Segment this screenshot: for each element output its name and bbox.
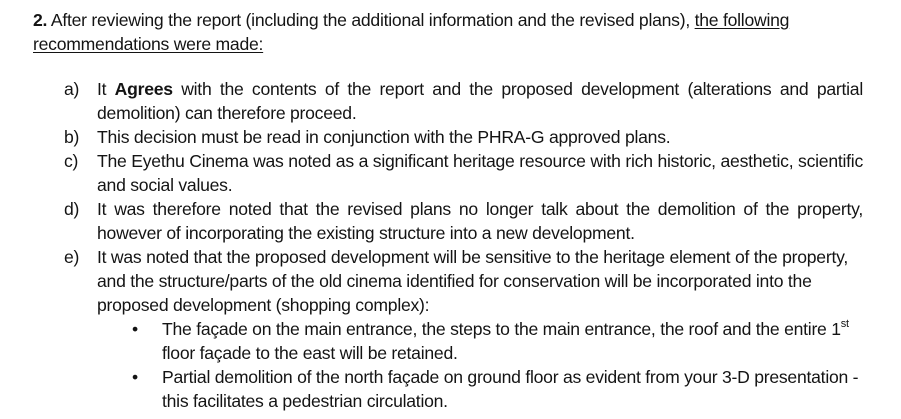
bullet-icon: • <box>132 367 138 387</box>
item-text-pre: It <box>97 79 107 99</box>
section-underlined-text: the following recommendations were made: <box>33 10 790 54</box>
item-text-bold: Agrees <box>114 79 173 99</box>
item-text: The Eyethu Cinema was noted as a significant heritage resource with rich historic, aesthetic, scientific and social values. <box>97 151 863 195</box>
bullet-icon: • <box>132 319 138 339</box>
recommendation-item-c <box>0 149 863 197</box>
recommendation-item-d <box>0 197 863 245</box>
item-text: This decision must be read in conjunction with the PHRA-G approved plans. <box>97 127 671 147</box>
ordinal-suffix: st <box>840 318 849 331</box>
recommendation-item-b <box>0 125 863 149</box>
recommendations-list <box>0 77 901 413</box>
section-intro-text: After reviewing the report (including the additional information and the revised plans), <box>50 10 690 30</box>
bullet-text: Partial demolition of the north façade on ground floor as evident from your 3-D presentation - this facilitates a pedestrian circulation. <box>162 367 859 411</box>
bullet-text-post: floor façade to the east will be retained. <box>162 343 458 363</box>
section-number: 2. <box>33 10 48 30</box>
item-letter: d) <box>64 199 80 219</box>
bullet-item <box>97 317 862 365</box>
item-letter: a) <box>64 79 80 99</box>
bullet-text-pre: The façade on the main entrance, the steps to the main entrance, the roof and the entire 1 <box>162 319 841 339</box>
recommendation-item-a <box>0 77 863 125</box>
item-text: It was therefore noted that the revised plans no longer talk about the demolition of the property, however of incorporating the existing structure into a new development. <box>97 199 863 243</box>
bullet-item <box>97 365 862 413</box>
conservation-bullet-list <box>97 317 863 413</box>
item-text-post: with the contents of the report and the proposed development (alterations and partial demolition) can therefore proceed. <box>97 79 863 123</box>
item-letter: e) <box>64 247 80 267</box>
item-text <box>97 77 863 125</box>
item-text: It was noted that the proposed development will be sensitive to the heritage element of the property, and the structure/parts of the old cinema identified for conservation will be incorporated into the proposed development (shopping complex): <box>97 247 848 315</box>
recommendation-item-e <box>0 245 863 413</box>
section-heading <box>33 8 873 56</box>
item-letter: b) <box>64 127 80 147</box>
item-letter: c) <box>64 151 79 171</box>
